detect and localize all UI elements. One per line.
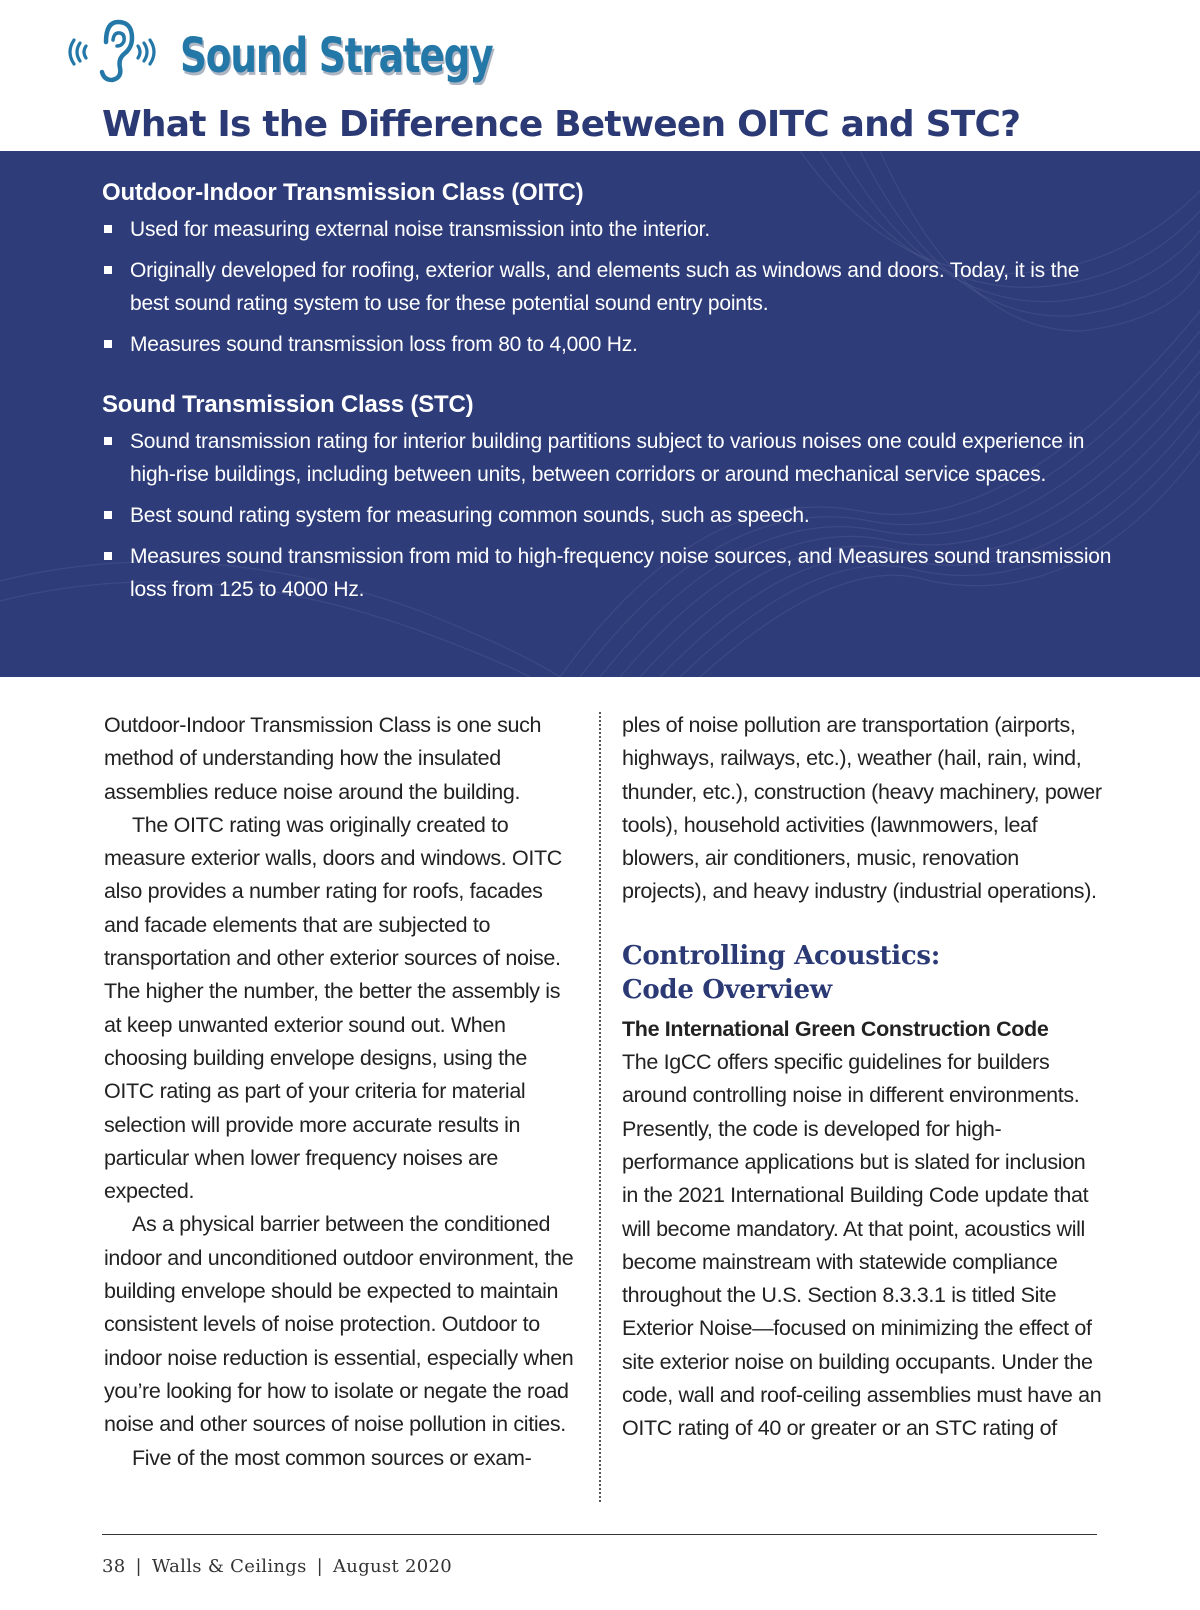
footer-separator: |: [316, 1556, 323, 1577]
page-number: 38: [102, 1556, 126, 1577]
bold-heading: The International Green Construction Code: [622, 1016, 1049, 1041]
paragraph: ples of noise pollution are transportation (airports, highways, railways, etc.), weather (hail, rain, wind, thunder, etc.), construction (heavy machinery, power tools), household activities (lawnmowers, leaf blowers, air conditioners, music, renovation projects), and heavy industry (industrial operations).: [622, 713, 1102, 904]
list-item: Measures sound transmission loss from 80 to 4,000 Hz.: [102, 328, 1112, 361]
square-bullet-icon: [104, 552, 112, 560]
oitc-heading: Outdoor-Indoor Transmission Class (OITC): [102, 179, 584, 206]
paragraph: Outdoor-Indoor Transmission Class is one such method of understanding how the insulated assemblies reduce noise around the building.: [104, 713, 542, 804]
page-footer: [102, 1556, 452, 1577]
issue-date: August 2020: [333, 1556, 453, 1577]
footer-separator: |: [135, 1556, 142, 1577]
square-bullet-icon: [104, 266, 112, 274]
square-bullet-icon: [104, 340, 112, 348]
ear-sound-icon: [62, 12, 174, 92]
paragraph: The IgCC offers specific guidelines for builders around controlling noise in different environments. Presently, the code is developed for high-performance applications but is slated for inclusion in the 2021 International Building Code update that will become mandatory. At that point, acoustics will become mainstream with statewide compliance throughout the U.S. Section 8.3.3.1 is titled Site Exterior Noise—focused on minimizing the effect of site exterior noise on building occupants. Under the code, wall and roof-ceiling assemblies must have an OITC rating of 40 or greater or an STC rating of: [622, 1050, 1102, 1441]
list-item: Sound transmission rating for interior building partitions subject to various noises one could experience in high-rise buildings, including between units, between corridors or around mechanical service spaces.: [102, 425, 1112, 491]
footer-rule: [102, 1534, 1097, 1535]
list-item: Used for measuring external noise transmission into the interior.: [102, 213, 1112, 246]
list-item: Originally developed for roofing, exterior walls, and elements such as windows and doors. Today, it is the best sound rating system to use for these potential sound entry points.: [102, 254, 1112, 320]
magazine-name: Walls & Ceilings: [151, 1556, 307, 1577]
oitc-list: [102, 213, 1112, 361]
stc-list: [102, 425, 1112, 606]
column-divider: [599, 712, 601, 1502]
section-subheading: Controlling Acoustics: Code Overview: [622, 940, 940, 1005]
comparison-panel: [0, 151, 1200, 677]
stc-heading: Sound Transmission Class (STC): [102, 391, 474, 418]
paragraph: As a physical barrier between the conditioned indoor and unconditioned outdoor environment, the building envelope should be expected to maintain consistent levels of noise protection. Outdoor to indoor noise reduction is essential, especially when you’re looking for how to isolate or negate the road noise and other sources of noise pollution in cities.: [104, 1212, 574, 1437]
paragraph: The OITC rating was originally created to measure exterior walls, doors and windows. OITC also provides a number rating for roofs, facades and facade elements that are subjected to transportation and other exterior sources of noise. The higher the number, the better the assembly is at keep unwanted exterior sound out. When choosing building envelope designs, using the OITC rating as part of your criteria for material selection will provide more accurate results in particular when lower frequency noises are expected.: [104, 812, 562, 1204]
page-title: What Is the Difference Between OITC and STC?: [102, 104, 1021, 145]
article-column-right: [622, 709, 1102, 1446]
article-column-left: [104, 709, 579, 1475]
paragraph: Five of the most common sources or exam-: [132, 1445, 532, 1470]
square-bullet-icon: [104, 225, 112, 233]
square-bullet-icon: [104, 511, 112, 519]
square-bullet-icon: [104, 437, 112, 445]
list-item: Measures sound transmission from mid to high-frequency noise sources, and Measures sound transmission loss from 125 to 4000 Hz.: [102, 540, 1112, 606]
masthead: [62, 10, 762, 96]
brand-name: Sound Strategy: [180, 28, 493, 84]
list-item: Best sound rating system for measuring common sounds, such as speech.: [102, 499, 1112, 532]
